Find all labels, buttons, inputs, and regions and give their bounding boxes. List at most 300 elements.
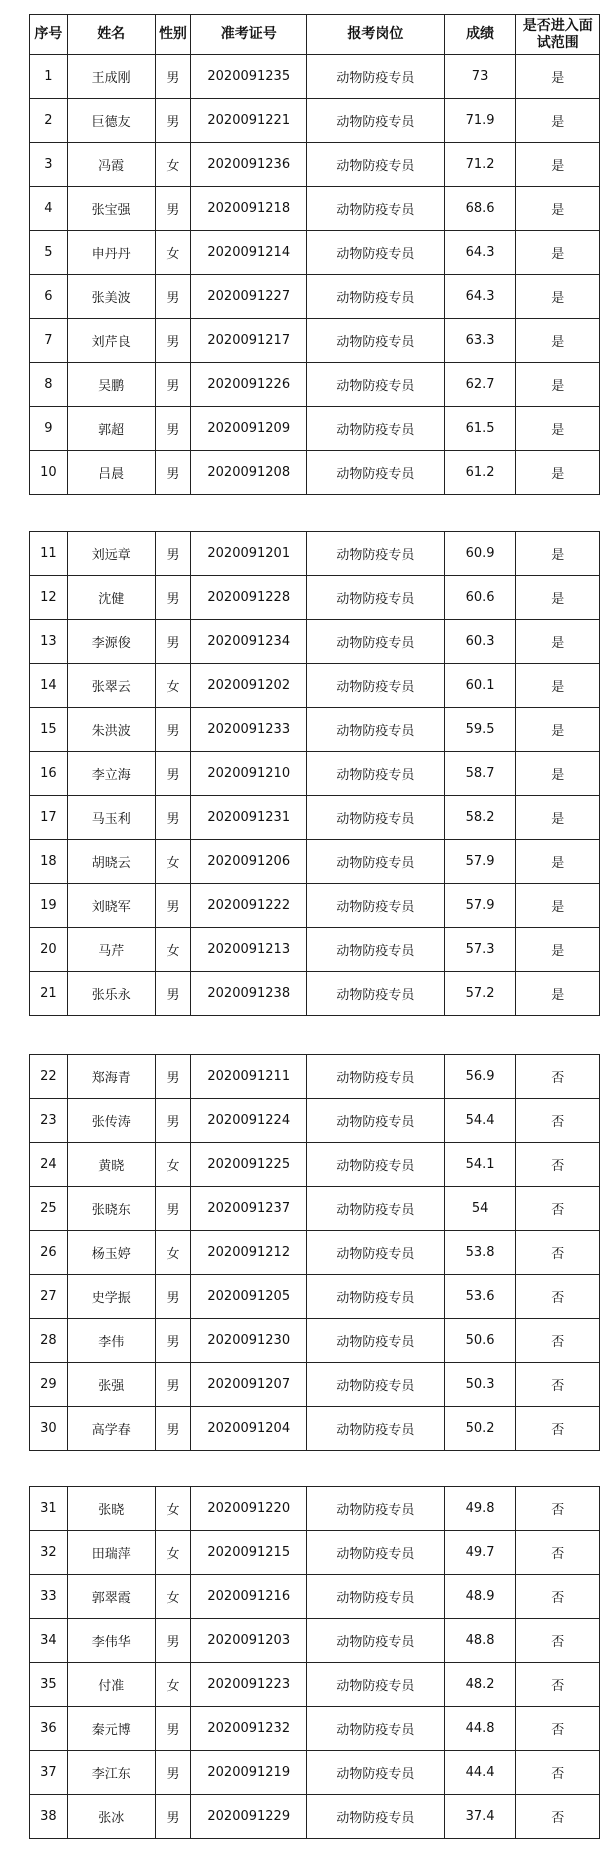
cell-score: 50.2 [444, 1407, 516, 1451]
cell-name: 郭超 [67, 407, 155, 451]
cell-interview: 是 [516, 576, 600, 620]
cell-position: 动物防疫专员 [307, 532, 445, 576]
cell-index: 11 [30, 532, 68, 576]
cell-score: 60.9 [444, 532, 516, 576]
cell-exam-id: 2020091208 [191, 451, 307, 495]
cell-score: 44.4 [444, 1751, 516, 1795]
cell-score: 50.3 [444, 1363, 516, 1407]
cell-position: 动物防疫专员 [307, 708, 445, 752]
cell-interview: 是 [516, 319, 600, 363]
cell-name: 李伟华 [67, 1619, 155, 1663]
cell-index: 16 [30, 752, 68, 796]
cell-score: 64.3 [444, 231, 516, 275]
cell-index: 20 [30, 928, 68, 972]
cell-gender: 女 [155, 1487, 191, 1531]
cell-exam-id: 2020091202 [191, 664, 307, 708]
cell-position: 动物防疫专员 [307, 1795, 445, 1839]
cell-name: 刘芹良 [67, 319, 155, 363]
cell-exam-id: 2020091235 [191, 55, 307, 99]
cell-name: 张翠云 [67, 664, 155, 708]
cell-index: 4 [30, 187, 68, 231]
cell-index: 25 [30, 1187, 68, 1231]
cell-gender: 女 [155, 928, 191, 972]
cell-score: 56.9 [444, 1055, 516, 1099]
cell-exam-id: 2020091230 [191, 1319, 307, 1363]
cell-interview: 是 [516, 231, 600, 275]
cell-position: 动物防疫专员 [307, 1575, 445, 1619]
cell-score: 48.8 [444, 1619, 516, 1663]
cell-interview: 否 [516, 1363, 600, 1407]
cell-score: 64.3 [444, 275, 516, 319]
cell-interview: 否 [516, 1707, 600, 1751]
results-table-part-2 [29, 531, 600, 1016]
cell-name: 朱洪波 [67, 708, 155, 752]
cell-gender: 男 [155, 1363, 191, 1407]
cell-exam-id: 2020091201 [191, 532, 307, 576]
cell-position: 动物防疫专员 [307, 752, 445, 796]
cell-gender: 男 [155, 884, 191, 928]
cell-exam-id: 2020091217 [191, 319, 307, 363]
cell-interview: 否 [516, 1055, 600, 1099]
table-row [30, 231, 600, 275]
table-row [30, 451, 600, 495]
cell-position: 动物防疫专员 [307, 1275, 445, 1319]
table-block-3 [29, 1054, 600, 1451]
cell-position: 动物防疫专员 [307, 1363, 445, 1407]
table-row [30, 1187, 600, 1231]
cell-exam-id: 2020091210 [191, 752, 307, 796]
cell-gender: 男 [155, 451, 191, 495]
cell-name: 张美波 [67, 275, 155, 319]
cell-index: 32 [30, 1531, 68, 1575]
cell-exam-id: 2020091236 [191, 143, 307, 187]
cell-exam-id: 2020091220 [191, 1487, 307, 1531]
table-row [30, 143, 600, 187]
cell-interview: 是 [516, 620, 600, 664]
cell-index: 28 [30, 1319, 68, 1363]
table-row [30, 576, 600, 620]
cell-index: 5 [30, 231, 68, 275]
cell-index: 36 [30, 1707, 68, 1751]
results-table-part-1 [29, 14, 600, 495]
cell-interview: 是 [516, 972, 600, 1016]
cell-index: 27 [30, 1275, 68, 1319]
cell-name: 李源俊 [67, 620, 155, 664]
cell-gender: 女 [155, 1575, 191, 1619]
cell-score: 49.8 [444, 1487, 516, 1531]
cell-name: 郑海青 [67, 1055, 155, 1099]
cell-score: 54 [444, 1187, 516, 1231]
cell-gender: 女 [155, 143, 191, 187]
cell-position: 动物防疫专员 [307, 451, 445, 495]
cell-gender: 男 [155, 1407, 191, 1451]
cell-score: 37.4 [444, 1795, 516, 1839]
cell-index: 17 [30, 796, 68, 840]
cell-name: 冯霞 [67, 143, 155, 187]
table-row [30, 532, 600, 576]
cell-interview: 否 [516, 1531, 600, 1575]
cell-interview: 是 [516, 708, 600, 752]
cell-score: 48.2 [444, 1663, 516, 1707]
table-row [30, 275, 600, 319]
cell-name: 张传涛 [67, 1099, 155, 1143]
cell-name: 李伟 [67, 1319, 155, 1363]
cell-interview: 否 [516, 1187, 600, 1231]
cell-position: 动物防疫专员 [307, 1487, 445, 1531]
cell-name: 杨玉婷 [67, 1231, 155, 1275]
table-row [30, 1663, 600, 1707]
cell-gender: 女 [155, 231, 191, 275]
table-row [30, 972, 600, 1016]
cell-position: 动物防疫专员 [307, 840, 445, 884]
cell-score: 58.2 [444, 796, 516, 840]
header-row [30, 15, 600, 55]
table-row [30, 363, 600, 407]
cell-score: 44.8 [444, 1707, 516, 1751]
header-cell-position: 报考岗位 [307, 15, 445, 55]
cell-gender: 男 [155, 99, 191, 143]
cell-position: 动物防疫专员 [307, 1055, 445, 1099]
cell-gender: 男 [155, 1319, 191, 1363]
cell-gender: 男 [155, 1707, 191, 1751]
cell-index: 6 [30, 275, 68, 319]
cell-interview: 是 [516, 796, 600, 840]
cell-interview: 是 [516, 752, 600, 796]
cell-score: 48.9 [444, 1575, 516, 1619]
cell-name: 张冰 [67, 1795, 155, 1839]
cell-gender: 男 [155, 363, 191, 407]
cell-interview: 是 [516, 55, 600, 99]
cell-name: 张晓 [67, 1487, 155, 1531]
cell-position: 动物防疫专员 [307, 1143, 445, 1187]
cell-gender: 女 [155, 1531, 191, 1575]
cell-gender: 男 [155, 532, 191, 576]
cell-position: 动物防疫专员 [307, 664, 445, 708]
cell-index: 21 [30, 972, 68, 1016]
cell-index: 23 [30, 1099, 68, 1143]
cell-position: 动物防疫专员 [307, 319, 445, 363]
cell-score: 57.9 [444, 884, 516, 928]
table-row [30, 840, 600, 884]
cell-gender: 男 [155, 1099, 191, 1143]
cell-interview: 是 [516, 840, 600, 884]
cell-exam-id: 2020091228 [191, 576, 307, 620]
cell-interview: 否 [516, 1231, 600, 1275]
cell-name: 胡晓云 [67, 840, 155, 884]
cell-score: 59.5 [444, 708, 516, 752]
cell-score: 60.1 [444, 664, 516, 708]
cell-score: 50.6 [444, 1319, 516, 1363]
cell-index: 7 [30, 319, 68, 363]
cell-score: 57.9 [444, 840, 516, 884]
cell-exam-id: 2020091237 [191, 1187, 307, 1231]
cell-score: 53.8 [444, 1231, 516, 1275]
cell-interview: 是 [516, 99, 600, 143]
cell-gender: 男 [155, 1275, 191, 1319]
cell-position: 动物防疫专员 [307, 99, 445, 143]
cell-interview: 否 [516, 1619, 600, 1663]
cell-score: 71.2 [444, 143, 516, 187]
cell-interview: 否 [516, 1795, 600, 1839]
table-row [30, 796, 600, 840]
cell-gender: 男 [155, 55, 191, 99]
cell-index: 18 [30, 840, 68, 884]
cell-name: 张强 [67, 1363, 155, 1407]
cell-index: 38 [30, 1795, 68, 1839]
cell-score: 58.7 [444, 752, 516, 796]
cell-position: 动物防疫专员 [307, 1231, 445, 1275]
cell-score: 73 [444, 55, 516, 99]
cell-index: 13 [30, 620, 68, 664]
cell-interview: 是 [516, 363, 600, 407]
cell-exam-id: 2020091224 [191, 1099, 307, 1143]
cell-position: 动物防疫专员 [307, 1319, 445, 1363]
cell-score: 57.3 [444, 928, 516, 972]
cell-name: 郭翠霞 [67, 1575, 155, 1619]
cell-name: 李江东 [67, 1751, 155, 1795]
cell-interview: 否 [516, 1751, 600, 1795]
cell-gender: 男 [155, 708, 191, 752]
cell-exam-id: 2020091229 [191, 1795, 307, 1839]
cell-position: 动物防疫专员 [307, 407, 445, 451]
cell-interview: 是 [516, 532, 600, 576]
cell-gender: 女 [155, 664, 191, 708]
cell-interview: 是 [516, 884, 600, 928]
cell-exam-id: 2020091204 [191, 1407, 307, 1451]
cell-index: 24 [30, 1143, 68, 1187]
table-row [30, 1143, 600, 1187]
cell-name: 申丹丹 [67, 231, 155, 275]
cell-position: 动物防疫专员 [307, 275, 445, 319]
cell-exam-id: 2020091238 [191, 972, 307, 1016]
cell-interview: 是 [516, 407, 600, 451]
results-table-part-3 [29, 1054, 600, 1451]
cell-index: 10 [30, 451, 68, 495]
cell-name: 张宝强 [67, 187, 155, 231]
cell-position: 动物防疫专员 [307, 972, 445, 1016]
header-cell-score: 成绩 [444, 15, 516, 55]
cell-gender: 男 [155, 1055, 191, 1099]
cell-score: 68.6 [444, 187, 516, 231]
cell-exam-id: 2020091211 [191, 1055, 307, 1099]
cell-interview: 是 [516, 143, 600, 187]
cell-exam-id: 2020091203 [191, 1619, 307, 1663]
cell-exam-id: 2020091214 [191, 231, 307, 275]
cell-exam-id: 2020091221 [191, 99, 307, 143]
cell-index: 33 [30, 1575, 68, 1619]
cell-interview: 否 [516, 1575, 600, 1619]
cell-gender: 男 [155, 187, 191, 231]
cell-index: 34 [30, 1619, 68, 1663]
cell-gender: 男 [155, 1795, 191, 1839]
cell-name: 秦元博 [67, 1707, 155, 1751]
cell-interview: 否 [516, 1319, 600, 1363]
cell-position: 动物防疫专员 [307, 231, 445, 275]
cell-interview: 否 [516, 1143, 600, 1187]
cell-index: 29 [30, 1363, 68, 1407]
table-row [30, 1487, 600, 1531]
cell-position: 动物防疫专员 [307, 187, 445, 231]
table-row [30, 664, 600, 708]
cell-score: 71.9 [444, 99, 516, 143]
cell-index: 15 [30, 708, 68, 752]
cell-position: 动物防疫专员 [307, 1531, 445, 1575]
table-row [30, 187, 600, 231]
table-row [30, 708, 600, 752]
cell-name: 张晓东 [67, 1187, 155, 1231]
cell-name: 田瑞萍 [67, 1531, 155, 1575]
header-cell-name: 姓名 [67, 15, 155, 55]
table-row [30, 1363, 600, 1407]
cell-position: 动物防疫专员 [307, 796, 445, 840]
cell-name: 巨德友 [67, 99, 155, 143]
cell-index: 9 [30, 407, 68, 451]
table-row [30, 1099, 600, 1143]
cell-position: 动物防疫专员 [307, 1619, 445, 1663]
cell-exam-id: 2020091216 [191, 1575, 307, 1619]
cell-score: 54.4 [444, 1099, 516, 1143]
cell-gender: 男 [155, 1619, 191, 1663]
cell-name: 黄晓 [67, 1143, 155, 1187]
cell-name: 高学春 [67, 1407, 155, 1451]
cell-position: 动物防疫专员 [307, 1663, 445, 1707]
cell-interview: 是 [516, 451, 600, 495]
cell-interview: 是 [516, 275, 600, 319]
cell-index: 26 [30, 1231, 68, 1275]
header-cell-exam-id: 准考证号 [191, 15, 307, 55]
cell-exam-id: 2020091232 [191, 1707, 307, 1751]
table-row [30, 1707, 600, 1751]
cell-interview: 否 [516, 1663, 600, 1707]
cell-index: 3 [30, 143, 68, 187]
table-row [30, 1275, 600, 1319]
cell-index: 12 [30, 576, 68, 620]
cell-name: 史学振 [67, 1275, 155, 1319]
cell-interview: 是 [516, 664, 600, 708]
cell-score: 57.2 [444, 972, 516, 1016]
cell-index: 1 [30, 55, 68, 99]
cell-name: 吴鹏 [67, 363, 155, 407]
cell-interview: 是 [516, 928, 600, 972]
cell-gender: 男 [155, 576, 191, 620]
cell-exam-id: 2020091209 [191, 407, 307, 451]
cell-gender: 男 [155, 1187, 191, 1231]
table-row [30, 1231, 600, 1275]
cell-exam-id: 2020091223 [191, 1663, 307, 1707]
table-block-1 [0, 14, 600, 495]
cell-score: 61.5 [444, 407, 516, 451]
cell-interview: 否 [516, 1407, 600, 1451]
table-row [30, 55, 600, 99]
cell-index: 35 [30, 1663, 68, 1707]
table-block-2 [29, 531, 600, 1016]
table-row [30, 1531, 600, 1575]
cell-exam-id: 2020091219 [191, 1751, 307, 1795]
cell-name: 李立海 [67, 752, 155, 796]
cell-gender: 男 [155, 972, 191, 1016]
cell-score: 60.6 [444, 576, 516, 620]
cell-exam-id: 2020091225 [191, 1143, 307, 1187]
cell-gender: 男 [155, 407, 191, 451]
cell-name: 张乐永 [67, 972, 155, 1016]
cell-index: 30 [30, 1407, 68, 1451]
cell-interview: 是 [516, 187, 600, 231]
cell-gender: 女 [155, 1143, 191, 1187]
cell-exam-id: 2020091227 [191, 275, 307, 319]
cell-exam-id: 2020091234 [191, 620, 307, 664]
cell-gender: 男 [155, 319, 191, 363]
cell-name: 马芹 [67, 928, 155, 972]
cell-position: 动物防疫专员 [307, 620, 445, 664]
cell-position: 动物防疫专员 [307, 1407, 445, 1451]
cell-score: 60.3 [444, 620, 516, 664]
cell-position: 动物防疫专员 [307, 1707, 445, 1751]
cell-index: 19 [30, 884, 68, 928]
cell-gender: 男 [155, 796, 191, 840]
cell-name: 王成刚 [67, 55, 155, 99]
table-row [30, 1055, 600, 1099]
table-row [30, 928, 600, 972]
cell-gender: 女 [155, 1663, 191, 1707]
cell-index: 22 [30, 1055, 68, 1099]
cell-score: 54.1 [444, 1143, 516, 1187]
cell-gender: 女 [155, 1231, 191, 1275]
cell-name: 刘远章 [67, 532, 155, 576]
cell-gender: 男 [155, 1751, 191, 1795]
cell-exam-id: 2020091218 [191, 187, 307, 231]
table-row [30, 1575, 600, 1619]
table-row [30, 1751, 600, 1795]
table-row [30, 620, 600, 664]
cell-exam-id: 2020091231 [191, 796, 307, 840]
table-row [30, 1619, 600, 1663]
table-row [30, 319, 600, 363]
cell-position: 动物防疫专员 [307, 55, 445, 99]
cell-exam-id: 2020091213 [191, 928, 307, 972]
header-cell-index: 序号 [30, 15, 68, 55]
cell-score: 62.7 [444, 363, 516, 407]
cell-index: 31 [30, 1487, 68, 1531]
cell-exam-id: 2020091205 [191, 1275, 307, 1319]
cell-position: 动物防疫专员 [307, 928, 445, 972]
cell-name: 刘晓军 [67, 884, 155, 928]
cell-gender: 男 [155, 752, 191, 796]
cell-score: 49.7 [444, 1531, 516, 1575]
cell-gender: 男 [155, 275, 191, 319]
table-row [30, 884, 600, 928]
table-row [30, 1319, 600, 1363]
header-cell-gender: 性别 [155, 15, 191, 55]
table-row [30, 407, 600, 451]
cell-index: 14 [30, 664, 68, 708]
table-row [30, 1407, 600, 1451]
cell-score: 53.6 [444, 1275, 516, 1319]
cell-position: 动物防疫专员 [307, 1187, 445, 1231]
cell-gender: 女 [155, 840, 191, 884]
table-row [30, 752, 600, 796]
cell-exam-id: 2020091206 [191, 840, 307, 884]
cell-score: 61.2 [444, 451, 516, 495]
cell-name: 付准 [67, 1663, 155, 1707]
cell-exam-id: 2020091233 [191, 708, 307, 752]
cell-score: 63.3 [444, 319, 516, 363]
cell-name: 吕晨 [67, 451, 155, 495]
cell-exam-id: 2020091215 [191, 1531, 307, 1575]
cell-interview: 否 [516, 1487, 600, 1531]
table-row [30, 99, 600, 143]
table-block-4 [29, 1486, 600, 1839]
cell-exam-id: 2020091222 [191, 884, 307, 928]
